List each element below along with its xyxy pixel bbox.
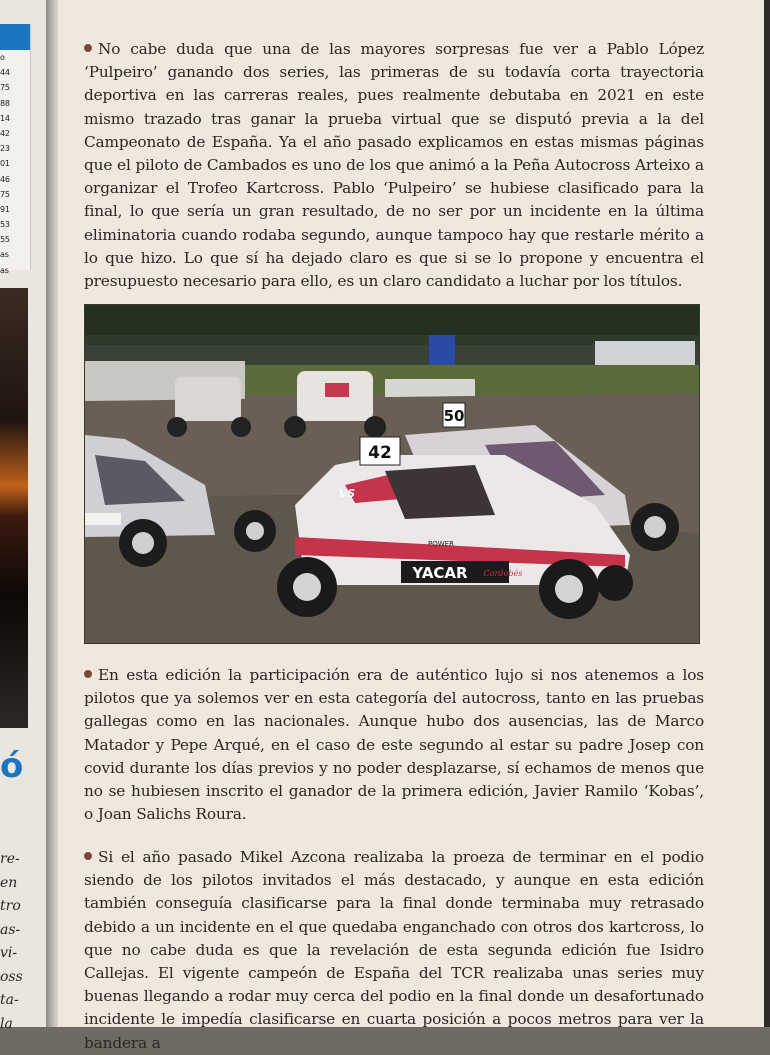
left-table-rows: [0, 50, 30, 278]
page-edge: [764, 0, 770, 1027]
left-table-cell: 88: [0, 98, 10, 108]
sponsor-cordobes: Cordobés: [483, 569, 523, 578]
paragraph-1: [84, 38, 704, 293]
left-table-cell: 46: [0, 174, 10, 184]
left-table-cell: 42: [0, 128, 10, 138]
left-heading-fragment: ó: [0, 746, 24, 786]
left-table-cell: 91: [0, 204, 10, 214]
left-table-cell: 75: [0, 189, 10, 199]
sponsor-vs: VS: [338, 487, 356, 500]
left-table-cell: 55: [0, 235, 10, 245]
left-text-fragment: en: [0, 874, 18, 891]
bullet-icon: [84, 670, 92, 678]
left-table-cell: 01: [0, 159, 10, 169]
left-table-cell: as: [0, 265, 9, 275]
sponsor-yacar: YACAR: [412, 564, 468, 582]
left-table-cell: as: [0, 250, 9, 260]
left-text-fragment: oss: [0, 968, 23, 985]
left-table-cell: o: [0, 53, 5, 62]
left-text-fragment: re-: [0, 851, 20, 867]
left-table-cell: 75: [0, 83, 10, 93]
left-table-cell: 44: [0, 68, 10, 78]
left-table-cell: 14: [0, 113, 10, 123]
left-photo-fragment: [0, 288, 28, 728]
left-table-header: [0, 24, 30, 50]
left-text-fragment: la: [0, 1015, 13, 1032]
paragraph-2: [84, 664, 704, 826]
car-number-50: 50: [443, 407, 465, 425]
left-results-table: [0, 24, 31, 275]
left-table-cell: 53: [0, 220, 10, 230]
paragraph-text: Si el año pasado Mikel Azcona realizaba la proeza de terminar en el podio siendo de los pilotos invitados el más destacado, y aunque en esta edición también conseguía clasificarse para la final donde terminaba muy retrasado debido a un incidente en el que quedaba enganchado con otros dos kartcross, lo que no cabe duda es que la revelación de esta segunda edición fue Isidro Callejas. El vigente campeón de España del TCR realizaba unas series muy buenas llegando a rodar muy cerca del podio en la final donde un desafortunado incidente le impedía clasificarse en cuarta posición a pocos metros para ver la bandera a: [84, 848, 704, 1052]
left-text-fragment: vi-: [0, 945, 18, 961]
sponsor-power: POWER: [428, 540, 454, 548]
left-text-fragment: ta-: [0, 992, 19, 1008]
paragraph-text: En esta edición la participación era de auténtico lujo si nos atenemos a los pilotos que ya solemos ver en esta categoría del autocross, tanto en las pruebas gallegas como en las nacionales. Aunque hubo dos ausencias, las de Marco Matador y Pepe Arqué, en el caso de este segundo al estar su padre Josep con covid durante los días previos y no poder desplazarse, sí echamos de menos que no se hubiesen inscrito el ganador de la primera edición, Javier Ramilo ‘Kobas’, o Joan Salichs Roura.: [84, 666, 704, 824]
left-table-cell: 23: [0, 144, 10, 154]
left-text-fragments: [0, 848, 24, 1036]
bullet-icon: [84, 852, 92, 860]
kartcross-race-photo: [84, 304, 700, 644]
left-text-fragment: tro: [0, 898, 21, 914]
car-number-42: 42: [368, 443, 392, 463]
left-text-fragment: as-: [0, 921, 21, 938]
bullet-icon: [84, 44, 92, 52]
paragraph-text: No cabe duda que una de las mayores sorpresas fue ver a Pablo López ‘Pulpeiro’ ganando dos series, las primeras de su todavía corta trayectoria deportiva en las carreras reales, pues realmente debutaba en 2021 en este mismo trazado tras ganar la prueba virtual que se disputó previa a la del Campeonato de España. Ya el año pasado explicamos en estas mismas páginas que el piloto de Cambados es uno de los que animó a la Peña Autocross Arteixo a organizar el Trofeo Kartcross. Pablo ‘Pulpeiro’ se hubiese clasificado para la final, lo que sería un gran resultado, de no ser por un incidente en la última eliminatoria cuando rodaba segundo, aunque tampoco hay que restarle mérito a lo que hizo. Lo que sí ha dejado claro es que si se lo propone y encuentra el presupuesto necesario para ello, es un claro candidato a luchar por los títulos.: [84, 40, 704, 291]
paragraph-3: [84, 846, 704, 1055]
left-page: [0, 0, 46, 1032]
